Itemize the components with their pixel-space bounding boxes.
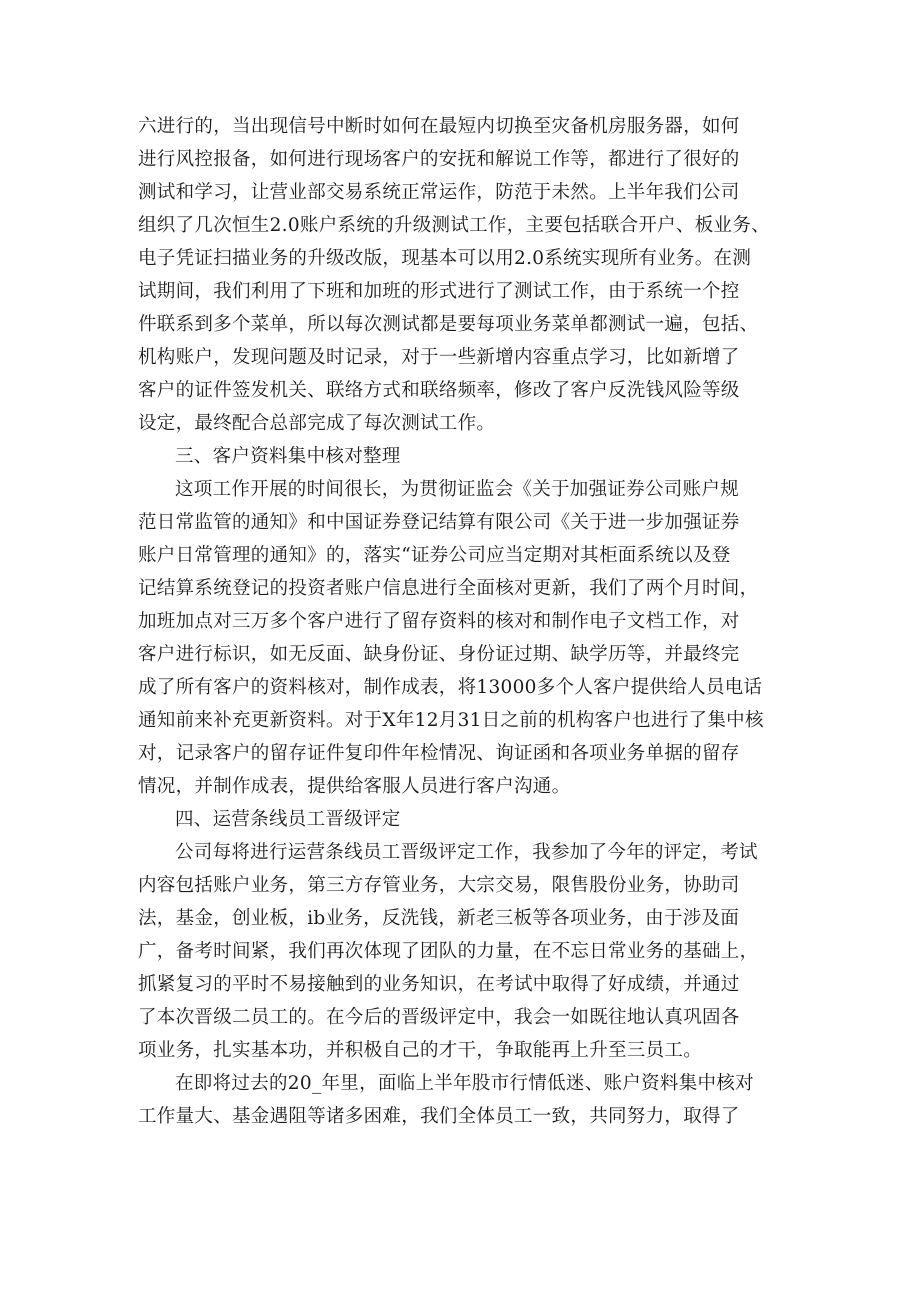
text-line: 广，备考时间紧，我们再次体现了团队的力量，在不忘日常业务的基础上， xyxy=(138,941,759,962)
document-body xyxy=(138,110,788,1133)
text-line: 通知前来补充更新资料。对于X年12月31日之前的机构客户也进行了集中核 xyxy=(138,710,764,731)
text-line: 法，基金，创业板，ib业务，反洗钱，新老三板等各项业务，由于涉及面 xyxy=(138,908,740,929)
text-line: 件联系到多个菜单，所以每次测试都是要每项业务菜单都测试一遍，包括、 xyxy=(138,314,759,335)
text-line: 公司每将进行运营条线员工晋级评定工作，我参加了今年的评定，考试 xyxy=(175,842,758,863)
text-line: 抓紧复习的平时不易接触到的业务知识，在考试中取得了好成绩，并通过 xyxy=(138,974,740,995)
text-line: 工作量大、基金遇阻等诸多困难，我们全体员工一致，共同努力，取得了 xyxy=(138,1106,740,1127)
text-line: 加班加点对三万多个客户进行了留存资料的核对和制作电子文档工作，对 xyxy=(138,611,740,632)
text-line: 记结算系统登记的投资者账户信息进行全面核对更新，我们了两个月时间， xyxy=(138,578,759,599)
text-line: 情况，并制作成表，提供给客服人员进行客户沟通。 xyxy=(138,776,571,797)
text-line: 电子凭证扫描业务的升级改版，现基本可以用2.0系统实现所有业务。在测 xyxy=(138,248,752,269)
text-line: 组织了几次恒生2.0账户系统的升级测试工作，主要包括联合开户、板业务、 xyxy=(138,215,770,236)
text-line: 设定，最终配合总部完成了每次测试工作。 xyxy=(138,413,496,434)
text-line: 这项工作开展的时间很长，为贯彻证监会《关于加强证券公司账户规 xyxy=(175,479,740,500)
text-line: 项业务，扎实基本功，并积极自己的才干，争取能再上升至三员工。 xyxy=(138,1040,703,1061)
text-line: 机构账户，发现问题及时记录，对于一些新增内容重点学习，比如新增了 xyxy=(138,347,740,368)
section-4-paragraph xyxy=(138,836,788,1067)
continued-paragraph xyxy=(138,110,788,440)
section-heading-4: 四、运营条线员工晋级评定 xyxy=(175,809,401,830)
text-line: 对，记录客户的留存证件复印件年检情况、询证函和各项业务单据的留存 xyxy=(138,743,740,764)
section-heading-3: 三、客户资料集中核对整理 xyxy=(175,446,401,467)
text-line: 客户进行标识，如无反面、缺身份证、身份证过期、缺学历等，并最终完 xyxy=(138,644,740,665)
text-line: 进行风控报备，如何进行现场客户的安抚和解说工作等，都进行了很好的 xyxy=(138,149,740,170)
text-line: 六进行的，当出现信号中断时如何在最短内切换至灾备机房服务器，如何 xyxy=(138,116,740,137)
section-3-paragraph xyxy=(138,473,788,803)
text-line: 了本次晋级二员工的。在今后的晋级评定中，我会一如既往地认真巩固各 xyxy=(138,1007,740,1028)
text-line: 在即将过去的20_年里，面临上半年股市行情低迷、账户资料集中核对 xyxy=(175,1073,754,1094)
text-line: 试期间，我们利用了下班和加班的形式进行了测试工作，由于系统一个控 xyxy=(138,281,740,302)
text-line: 客户的证件签发机关、联络方式和联络频率，修改了客户反洗钱风险等级 xyxy=(138,380,740,401)
closing-paragraph xyxy=(138,1067,788,1133)
text-line: 内容包括账户业务，第三方存管业务，大宗交易，限售股份业务，协助司 xyxy=(138,875,740,896)
text-line: 账户日常管理的通知》的，落实“证券公司应当定期对其柜面系统以及登 xyxy=(138,545,731,566)
text-line: 测试和学习，让营业部交易系统正常运作，防范于未然。上半年我们公司 xyxy=(138,182,740,203)
text-line: 成了所有客户的资料核对，制作成表，将13000多个人客户提供给人员电话 xyxy=(138,677,763,698)
text-line: 范日常监管的通知》和中国证券登记结算有限公司《关于进一步加强证券 xyxy=(138,512,740,533)
